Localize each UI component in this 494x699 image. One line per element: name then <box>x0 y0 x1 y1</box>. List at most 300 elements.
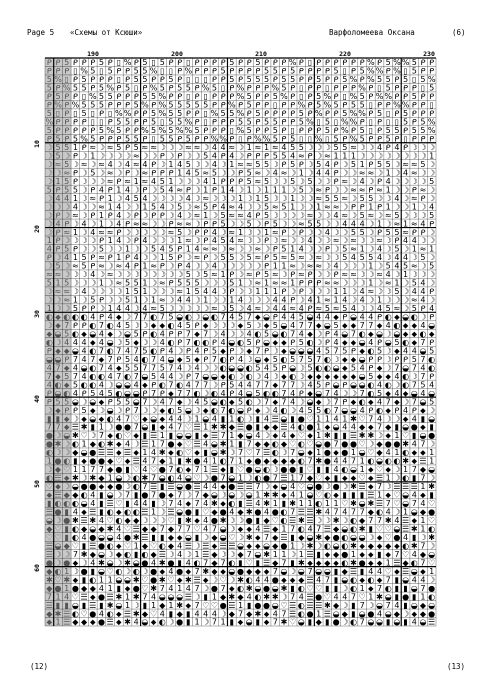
pattern-cell-symbol: 5 <box>316 405 322 415</box>
pattern-cell-symbol: ⬥ <box>368 329 374 339</box>
pattern-cell-symbol: ● <box>323 456 331 466</box>
pattern-cell-symbol: ☽ <box>184 253 192 263</box>
pattern-cell-symbol: ● <box>341 448 349 458</box>
pattern-cell-symbol: 5 <box>142 75 148 85</box>
pattern-cell-symbol: ◒ <box>402 499 410 509</box>
pattern-cell-symbol: ☽ <box>271 346 279 356</box>
pattern-cell-symbol: ⬥ <box>116 448 122 458</box>
pattern-cell-symbol: 5 <box>333 66 339 76</box>
pattern-cell-symbol: 4 <box>177 499 183 509</box>
pattern-cell-symbol: ⬥ <box>333 558 339 568</box>
pattern-cell-symbol: 5 <box>246 321 252 331</box>
pattern-cell-symbol: ☽ <box>297 210 305 220</box>
pattern-cell-symbol: ☽ <box>202 159 210 169</box>
pattern-cell-symbol: ◆ <box>402 558 409 568</box>
pattern-cell-symbol: ● <box>332 482 340 492</box>
pattern-cell-symbol: ☰ <box>141 439 149 449</box>
pattern-cell-symbol: 5 <box>272 253 278 263</box>
pattern-cell-symbol: ✱ <box>384 516 392 525</box>
pattern-cell-symbol: ☽ <box>271 210 279 220</box>
pattern-cell-symbol: ● <box>115 482 123 492</box>
pattern-cell-symbol: 1 <box>220 617 226 627</box>
pattern-cell-symbol: ◒ <box>323 566 331 576</box>
pattern-cell-symbol: 5 <box>151 126 157 136</box>
pattern-cell-symbol: 7 <box>420 439 426 449</box>
pattern-cell-symbol: ☽ <box>106 261 114 271</box>
pattern-cell-symbol: % <box>106 126 114 136</box>
pattern-cell-symbol: 4 <box>429 380 435 390</box>
pattern-cell-symbol: ≈ <box>72 261 79 271</box>
pattern-cell-symbol: ☽ <box>280 176 288 186</box>
pattern-cell-symbol: ☽ <box>236 532 245 542</box>
pattern-cell-symbol: ⬥ <box>385 465 392 475</box>
pattern-cell-symbol: ☽ <box>410 210 418 220</box>
pattern-cell-symbol: ☽ <box>289 405 297 415</box>
pattern-cell-symbol: ⬥ <box>194 516 200 525</box>
pattern-cell-symbol: ☽ <box>280 210 288 220</box>
pattern-cell-symbol: ◒ <box>89 414 97 424</box>
pattern-cell-symbol: ☽ <box>184 363 192 373</box>
pattern-cell-symbol: ⬥ <box>98 354 105 364</box>
pattern-cell-symbol: ▮ <box>142 600 148 610</box>
pattern-cell-symbol: 7 <box>290 524 296 534</box>
pattern-cell-symbol: ☽ <box>150 278 158 288</box>
pattern-cell-symbol: ☽ <box>89 287 97 297</box>
pattern-cell-symbol: ✱ <box>98 558 105 568</box>
pattern-cell-symbol: ☽ <box>323 287 331 297</box>
pattern-cell-symbol: ⬥ <box>46 329 53 339</box>
pattern-cell-symbol: 1 <box>237 600 244 610</box>
pattern-cell-symbol: ▯ <box>368 100 374 110</box>
pattern-cell-symbol: ☽ <box>323 176 331 186</box>
pattern-cell-symbol: ☽ <box>384 346 392 356</box>
pattern-cell-symbol: ⬥ <box>281 575 287 585</box>
pattern-cell-symbol: ☽ <box>167 142 175 152</box>
pattern-cell-symbol: ☽ <box>393 507 401 517</box>
pattern-cell-symbol: 5 <box>133 142 139 152</box>
pattern-cell-symbol: ♡ <box>63 465 71 475</box>
pattern-cell-symbol: ⬥ <box>142 380 148 390</box>
pattern-cell-symbol: ▯ <box>160 117 165 127</box>
pattern-cell-symbol: ♡ <box>289 439 297 449</box>
pattern-cell-symbol: ♡ <box>358 592 366 602</box>
pattern-cell-symbol: 4 <box>168 583 174 593</box>
pattern-cell-symbol: ᑭ <box>125 100 131 110</box>
pattern-cell-symbol: 1 <box>298 490 304 500</box>
pattern-cell-symbol: ⬥ <box>307 371 313 381</box>
pattern-cell-symbol: 4 <box>281 431 287 441</box>
pattern-cell-symbol: ◆ <box>107 482 114 492</box>
pattern-cell-symbol: ▮ <box>168 609 174 619</box>
pattern-cell-symbol: ☽ <box>80 236 88 246</box>
pattern-cell-symbol: 4 <box>298 329 304 339</box>
pattern-cell-symbol: ✱ <box>271 490 279 500</box>
pattern-cell-symbol: ᑭ <box>116 100 122 110</box>
pattern-cell-symbol: ◐ <box>80 312 88 322</box>
pattern-cell-symbol: ◐ <box>219 397 227 407</box>
pattern-cell-symbol: ᑭ <box>55 244 61 254</box>
pattern-cell-symbol: ✱ <box>350 541 357 551</box>
pattern-cell-symbol: ☽ <box>315 337 323 347</box>
pattern-cell-symbol: ᑭ <box>420 66 426 76</box>
pattern-cell-symbol: ☽ <box>63 210 71 220</box>
pattern-cell-symbol: ⬥ <box>368 583 374 593</box>
pattern-cell-symbol: 5 <box>220 219 226 229</box>
pattern-cell-symbol: 4 <box>324 168 330 178</box>
pattern-cell-symbol: 4 <box>376 142 383 152</box>
pattern-cell-symbol: ☽ <box>428 439 436 449</box>
pattern-cell-symbol: ᑭ <box>420 134 426 144</box>
pattern-cell-symbol: ᑭ <box>46 397 52 407</box>
pattern-cell-symbol: ☽ <box>219 278 227 288</box>
pattern-cell-symbol: 5 <box>290 75 296 85</box>
pattern-cell-symbol: ◒ <box>89 397 97 407</box>
pattern-cell-symbol: ᑭ <box>64 354 70 364</box>
pattern-cell-symbol: ▮ <box>333 431 339 441</box>
pattern-cell-symbol: ◆ <box>202 490 209 500</box>
pattern-cell-symbol: 7 <box>98 346 105 356</box>
pattern-cell-symbol: ☽ <box>167 261 175 271</box>
pattern-cell-symbol: ♡ <box>80 431 88 441</box>
pattern-cell-symbol: ● <box>349 439 357 449</box>
pattern-cell-symbol: % <box>340 126 349 136</box>
pattern-cell-symbol: ⬥ <box>315 558 322 568</box>
pattern-cell-symbol: 4 <box>185 380 191 390</box>
pattern-cell-symbol: ≈ <box>341 270 349 280</box>
pattern-cell-symbol: % <box>323 100 332 110</box>
pattern-cell-symbol: 1 <box>72 193 78 203</box>
pattern-cell-symbol: ◐ <box>254 592 262 602</box>
pattern-cell-symbol: ⬥ <box>376 541 383 551</box>
pattern-cell-symbol: 4 <box>90 312 96 322</box>
pattern-cell-symbol: % <box>201 83 210 93</box>
pattern-cell-symbol: ☽ <box>323 261 331 271</box>
pattern-cell-symbol: ☽ <box>245 236 253 246</box>
pattern-cell-symbol: 5 <box>81 405 87 415</box>
pattern-cell-symbol: 1 <box>55 617 61 627</box>
pattern-cell-symbol: ᑭ <box>159 75 165 85</box>
pattern-cell-symbol: ᑭ <box>272 58 278 68</box>
pattern-cell-symbol: ᑭ <box>64 405 70 415</box>
pattern-cell-symbol: ᑭ <box>307 66 313 76</box>
pattern-cell-symbol: ᑭ <box>411 134 417 144</box>
pattern-cell-symbol: ☰ <box>184 592 192 602</box>
pattern-cell-symbol: 5 <box>168 126 174 136</box>
pattern-cell-symbol: ☰ <box>262 524 271 534</box>
pattern-cell-symbol: 4 <box>46 244 52 254</box>
pattern-cell-symbol: ☰ <box>45 600 53 610</box>
pattern-cell-symbol: 4 <box>342 456 348 466</box>
pattern-cell-symbol: 5 <box>55 134 61 144</box>
pattern-cell-symbol: 5 <box>98 58 105 68</box>
pattern-cell-symbol: ▮ <box>281 499 287 509</box>
pattern-cell-symbol: 1 <box>98 422 105 432</box>
pattern-cell-symbol: ◆ <box>376 448 383 458</box>
pattern-cell-symbol: ✱ <box>150 583 157 593</box>
pattern-cell-symbol: ◒ <box>306 532 314 542</box>
pattern-cell-symbol: ⬥ <box>411 609 418 619</box>
pattern-cell-symbol: ● <box>210 583 218 593</box>
pattern-cell-symbol: ≈ <box>410 219 418 229</box>
pattern-cell-symbol: ᑭ <box>133 126 139 136</box>
pattern-cell-symbol: % <box>271 83 280 93</box>
pattern-cell-symbol: ● <box>271 507 279 517</box>
pattern-cell-symbol: 5 <box>359 210 365 220</box>
pattern-cell-symbol: 7 <box>376 422 383 432</box>
pattern-cell-symbol: 4 <box>376 253 383 263</box>
pattern-cell-symbol: ᑭ <box>264 92 270 102</box>
pattern-cell-symbol: % <box>184 126 193 136</box>
pattern-cell-symbol: ᑭ <box>272 244 278 254</box>
pattern-cell-symbol: ☽ <box>193 304 201 314</box>
pattern-cell-symbol: ⬥ <box>324 371 331 381</box>
pattern-cell-symbol: 4 <box>411 575 417 585</box>
pattern-cell-symbol: ☽ <box>97 176 106 186</box>
pattern-cell-symbol: 7 <box>281 380 287 390</box>
pattern-cell-symbol: 1 <box>229 159 235 169</box>
pattern-cell-symbol: ☽ <box>141 227 149 237</box>
pattern-cell-symbol: 1 <box>90 151 96 161</box>
pattern-cell-symbol: ☰ <box>141 532 149 542</box>
pattern-cell-symbol: ≈ <box>150 261 157 271</box>
pattern-cell-symbol: ☰ <box>323 524 331 534</box>
pattern-cell-symbol: ☽ <box>63 304 71 314</box>
pattern-cell-symbol: ✱ <box>72 431 79 441</box>
pattern-cell-symbol: ᑭ <box>168 83 174 93</box>
pattern-cell-symbol: ≈ <box>80 159 88 169</box>
pattern-cell-symbol: 4 <box>394 253 400 263</box>
pattern-cell-symbol: ☽ <box>167 210 175 220</box>
pattern-cell-symbol: ≈ <box>324 151 331 161</box>
pattern-cell-symbol: ᑭ <box>376 202 383 212</box>
pattern-cell-symbol: ♡ <box>375 524 384 534</box>
pattern-cell-symbol: 5 <box>368 371 374 381</box>
pattern-cell-symbol: ᑭ <box>429 337 435 347</box>
pattern-cell-symbol: ☰ <box>63 617 71 627</box>
pattern-cell-symbol: ▮ <box>307 617 313 627</box>
pattern-cell-symbol: ⬥ <box>55 371 61 381</box>
pattern-cell-symbol: 4 <box>168 566 174 576</box>
pattern-cell-symbol: ◐ <box>245 397 253 407</box>
pattern-cell-symbol: ⬥ <box>63 363 70 373</box>
pattern-cell-symbol: ● <box>89 456 97 466</box>
pattern-cell-symbol: 5 <box>429 346 435 356</box>
pattern-cell-symbol: ᑭ <box>246 58 252 68</box>
pattern-cell-symbol: ◐ <box>45 473 53 483</box>
pattern-cell-symbol: ☽ <box>410 176 418 186</box>
pattern-cell-symbol: ⬥ <box>81 507 87 517</box>
pattern-cell-symbol: ᑭ <box>420 227 426 237</box>
pattern-cell-symbol: 5 <box>124 337 131 347</box>
pattern-cell-symbol: ᑭ <box>246 83 252 93</box>
pattern-cell-symbol: ⬥ <box>376 321 383 331</box>
pattern-cell-symbol: ◆ <box>89 439 96 449</box>
pattern-cell-symbol: ◒ <box>236 363 245 373</box>
pattern-cell-symbol: ☰ <box>210 431 219 441</box>
pattern-cell-symbol: ◐ <box>358 329 366 339</box>
pattern-cell-symbol: ◒ <box>210 371 218 381</box>
pattern-cell-symbol: 4 <box>359 176 365 186</box>
pattern-cell-symbol: 5 <box>264 193 270 203</box>
pattern-cell-symbol: 1 <box>403 270 409 280</box>
pattern-cell-symbol: ● <box>341 549 349 559</box>
pattern-cell-symbol: ☽ <box>115 490 123 500</box>
pattern-cell-symbol: 5 <box>168 134 174 144</box>
pattern-cell-symbol: ⬥ <box>359 346 365 356</box>
pattern-cell-symbol: 7 <box>359 321 365 331</box>
pattern-cell-symbol: ◒ <box>106 337 114 347</box>
pattern-cell-symbol: 5 <box>98 83 105 93</box>
pattern-cell-symbol: ☽ <box>97 151 106 161</box>
pattern-cell-symbol: ᑭ <box>429 109 435 119</box>
page-label: Page 5 <box>27 28 55 37</box>
pattern-cell-symbol: % <box>349 92 358 102</box>
pattern-cell-symbol: ♡ <box>323 592 331 602</box>
pattern-cell-symbol: 5 <box>350 227 357 237</box>
pattern-cell-symbol: ᑭ <box>350 346 356 356</box>
pattern-cell-symbol: 7 <box>194 499 200 509</box>
pattern-cell-symbol: ᑭ <box>403 354 409 364</box>
pattern-cell-symbol: ≈ <box>297 151 305 161</box>
pattern-cell-symbol: ☽ <box>315 516 323 525</box>
pattern-cell-symbol: ≈ <box>289 304 297 314</box>
pattern-cell-symbol: ⬥ <box>46 490 53 500</box>
pattern-cell-symbol: ◒ <box>428 549 436 559</box>
pattern-cell-symbol: 4 <box>376 414 383 424</box>
pattern-cell-symbol: ▮ <box>194 431 200 441</box>
pattern-cell-symbol: 5 <box>272 117 278 127</box>
pattern-cell-symbol: ⬥ <box>72 558 79 568</box>
pattern-cell-symbol: ⬥ <box>411 456 418 466</box>
pattern-cell-symbol: ☽ <box>401 295 410 305</box>
pattern-cell-symbol: 4 <box>307 295 313 305</box>
pattern-cell-symbol: ☽ <box>123 482 132 492</box>
pattern-cell-symbol: ◐ <box>271 448 279 458</box>
pattern-cell-symbol: ᑭ <box>429 58 435 68</box>
pattern-cell-symbol: ᑭ <box>298 126 304 136</box>
pattern-cell-symbol: ◒ <box>80 499 88 509</box>
pattern-cell-symbol: 4 <box>359 312 365 322</box>
pattern-cell-symbol: 5 <box>376 75 383 85</box>
pattern-cell-symbol: ● <box>89 532 97 542</box>
pattern-cell-symbol: ᑭ <box>90 304 96 314</box>
pattern-cell-symbol: ♡ <box>193 473 201 483</box>
pattern-cell-symbol: ◐ <box>71 524 79 534</box>
pattern-cell-symbol: 1 <box>72 465 78 475</box>
pattern-cell-symbol: ☰ <box>202 541 210 551</box>
pattern-cell-symbol: ᑭ <box>72 117 78 127</box>
pattern-cell-symbol: 1 <box>116 253 122 263</box>
pattern-cell-symbol: ᑭ <box>177 261 183 271</box>
pattern-cell-symbol: ● <box>45 439 53 449</box>
pattern-cell-symbol: ◒ <box>263 541 271 551</box>
pattern-cell-symbol: 4 <box>46 363 52 373</box>
pattern-cell-symbol: ✱ <box>297 558 305 568</box>
pattern-cell-symbol: 4 <box>420 219 426 229</box>
pattern-cell-symbol: ≈ <box>367 287 375 297</box>
pattern-cell-symbol: 4 <box>177 541 183 551</box>
pattern-cell-symbol: 4 <box>411 490 417 500</box>
pattern-cell-symbol: ☽ <box>384 414 392 424</box>
pattern-cell-symbol: ⬥ <box>402 321 409 331</box>
pattern-cell-symbol: 5 <box>185 134 191 144</box>
pattern-cell-symbol: ᑭ <box>350 83 356 93</box>
pattern-cell-symbol: ◐ <box>410 312 418 322</box>
pattern-cell-symbol: ✱ <box>211 499 218 509</box>
pattern-cell-symbol: ▯ <box>64 75 69 85</box>
pattern-cell-symbol: ◐ <box>71 532 79 542</box>
pattern-cell-symbol: ᑭ <box>142 134 148 144</box>
pattern-cell-symbol: ⬥ <box>307 431 313 441</box>
pattern-cell-symbol: ☽ <box>384 354 392 364</box>
pattern-cell-symbol: ᑭ <box>333 126 339 136</box>
pattern-cell-symbol: 4 <box>333 261 339 271</box>
pattern-cell-symbol: ◆ <box>72 448 79 458</box>
pattern-cell-symbol: ≈ <box>271 202 279 212</box>
pattern-cell-symbol: ◐ <box>219 363 227 373</box>
pattern-cell-symbol: ☽ <box>219 321 227 331</box>
pattern-cell-symbol: 7 <box>255 482 261 492</box>
pattern-cell-symbol: ◒ <box>210 439 218 449</box>
pattern-cell-symbol: ☰ <box>141 507 149 517</box>
pattern-cell-symbol: ◒ <box>71 397 79 407</box>
pattern-cell-symbol: ▯ <box>220 83 226 93</box>
pattern-cell-symbol: % <box>367 58 375 68</box>
pattern-cell-symbol: ◐ <box>341 558 349 568</box>
pattern-cell-symbol: ☰ <box>54 490 62 500</box>
pattern-cell-symbol: 4 <box>350 422 357 432</box>
pattern-cell-symbol: ◆ <box>80 583 88 593</box>
pattern-cell-symbol: 5 <box>151 117 157 127</box>
pattern-cell-symbol: 4 <box>290 321 296 331</box>
pattern-cell-symbol: ◐ <box>89 575 97 585</box>
pattern-cell-symbol: 5 <box>246 92 252 102</box>
pattern-cell-symbol: ☽ <box>341 482 349 492</box>
pattern-cell-symbol: ⬥ <box>237 524 244 534</box>
pattern-cell-symbol: 4 <box>81 354 87 364</box>
pattern-cell-symbol: ⬥ <box>350 371 357 381</box>
pattern-cell-symbol: 4 <box>185 261 191 271</box>
pattern-cell-symbol: ☽ <box>428 227 436 237</box>
pattern-cell-symbol: 1 <box>272 287 278 297</box>
pattern-cell-symbol: ◒ <box>410 388 418 398</box>
pattern-cell-symbol: ⬥ <box>255 312 261 322</box>
pattern-cell-symbol: ≈ <box>280 278 288 288</box>
pattern-cell-symbol: ᑭ <box>125 92 131 102</box>
pattern-cell-symbol: ◒ <box>124 380 132 390</box>
pattern-cell-symbol: ◐ <box>245 371 253 381</box>
pattern-cell-symbol: 4 <box>159 337 165 347</box>
pattern-cell-symbol: ☽ <box>167 617 175 627</box>
pattern-cell-symbol: 5 <box>246 219 252 229</box>
pattern-cell-symbol: ▮ <box>342 490 347 500</box>
pattern-cell-symbol: ◐ <box>167 473 175 483</box>
pattern-cell-symbol: ☽ <box>219 159 227 169</box>
pattern-cell-symbol: ≈ <box>350 270 357 280</box>
source-title: «Схемы от Ксюши» <box>70 28 143 37</box>
pattern-cell-symbol: ⬥ <box>220 499 226 509</box>
pattern-cell-symbol: 4 <box>211 482 217 492</box>
pattern-cell-symbol: ● <box>323 448 331 458</box>
pattern-cell-symbol: ᑭ <box>229 176 235 186</box>
pattern-cell-symbol: ● <box>402 592 410 602</box>
pattern-cell-symbol: ☽ <box>349 193 358 203</box>
pattern-cell-symbol: 7 <box>298 354 304 364</box>
pattern-cell-symbol: ⬥ <box>411 516 418 525</box>
pattern-cell-symbol: ≈ <box>63 295 71 305</box>
pattern-cell-symbol: 4 <box>350 253 357 263</box>
pattern-cell-symbol: ☽ <box>141 321 149 331</box>
